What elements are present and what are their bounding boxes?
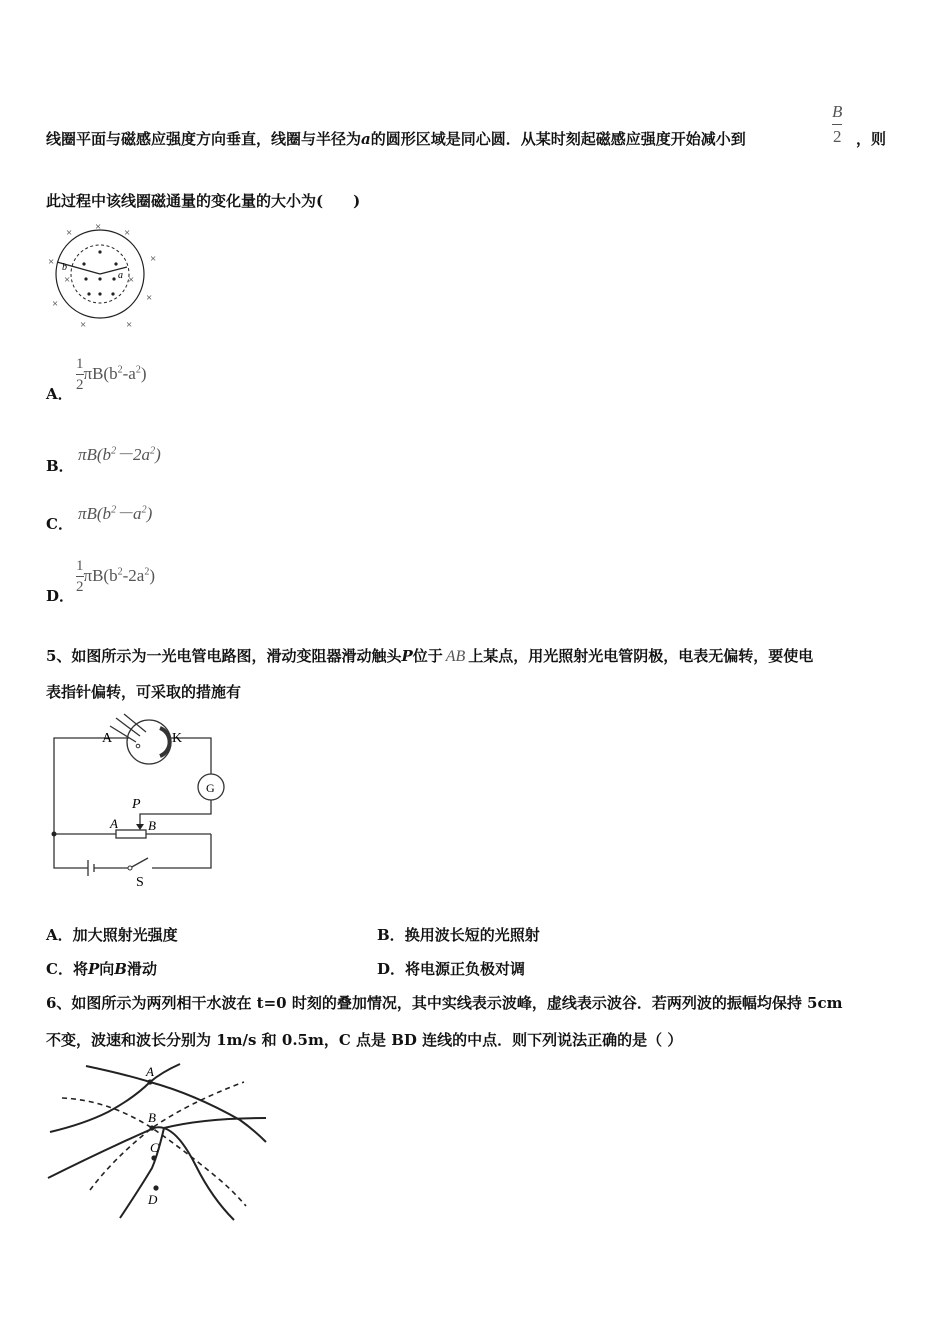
svg-text:×: × [126,319,133,331]
label-b: b [62,262,67,273]
q4-coil-figure [44,222,168,334]
svg-text:×: × [146,292,153,304]
label-G-meter: G [206,781,215,795]
q5-option-a[interactable]: A．加大照射光强度 [46,926,178,944]
label-A-anode: A [102,731,113,746]
q5-line1: 5、如图所示为一光电管电路图，滑动变阻器滑动触头P位于 AB 上某点，用光照射光电管阴极，电表无偏转，要使电 [46,647,814,665]
label-P-slider: P [132,797,141,812]
q5-option-d[interactable]: D．将电源正负极对调 [377,960,526,978]
q5-line2: 表指针偏转，可采取的措施有 [46,683,242,701]
q4-option-b-formula: $\pi B(b^2-2a^2)$ [78,445,161,464]
q5-option-c[interactable]: C．将P向B滑动 [46,960,157,978]
q4-option-c-formula: $\pi B(b^2-a^2)$ [78,504,153,523]
q6-line2: 不变，波速和波长分别为 1m/s 和 0.5m，C 点是 BD 连线的中点．则下列说法正确的是（ ） [46,1031,683,1049]
q4-line1-end: ，则 [856,130,887,148]
svg-text:×: × [48,256,55,268]
svg-text:×: × [124,227,131,239]
label-K-cathode: K [172,731,183,746]
svg-text:×: × [52,298,59,310]
q4-option-d-formula: $\frac{1}{2}$ $\pi B(b^2-2a^2)$ [76,558,155,595]
svg-text:×: × [64,274,71,286]
label-B-rheostat: B [148,818,156,833]
q4-line2: 此过程中该线圈磁通量的变化量的大小为( ) [46,192,361,210]
svg-text:×: × [150,253,157,265]
q4-option-b-letter[interactable]: B． [46,457,74,475]
q5-option-b[interactable]: B．换用波长短的光照射 [377,926,540,944]
svg-text:×: × [66,227,73,239]
q4-option-c-letter[interactable]: C． [46,515,73,533]
svg-text:×: × [128,274,135,286]
svg-text:×: × [80,319,87,331]
label-point-D: D [148,1192,158,1207]
q4-option-d-letter[interactable]: D． [46,587,75,605]
q4-option-a-letter[interactable]: A． [46,385,73,403]
q6-wave-figure [44,1058,270,1224]
svg-text:×: × [95,222,102,233]
field-dots [82,250,117,295]
label-point-B: B [148,1110,156,1125]
label-S-switch: S [136,875,144,890]
field-crosses [48,222,156,331]
label-a: a [118,270,123,281]
label-point-C: C [150,1140,159,1155]
label-A-rheostat: A [110,816,118,831]
q4-fraction-b-over-2: $\frac{B}{2}$ [832,102,843,146]
q6-line1: 6、如图所示为两列相干水波在 t=0 时刻的叠加情况，其中实线表示波峰，虚线表示波谷．若两列波的振幅均保持 5cm [46,994,843,1012]
label-point-A: A [146,1064,154,1079]
q4-line1: 线圈平面与磁感应强度方向垂直，线圈与半径为a的圆形区域是同心圆．从某时刻起磁感应强度开始减小到 [46,130,746,148]
q5-circuit-figure [44,712,234,892]
q4-option-a-formula: $\frac{1}{2}$ $\pi B(b^2-a^2)$ [76,356,147,393]
